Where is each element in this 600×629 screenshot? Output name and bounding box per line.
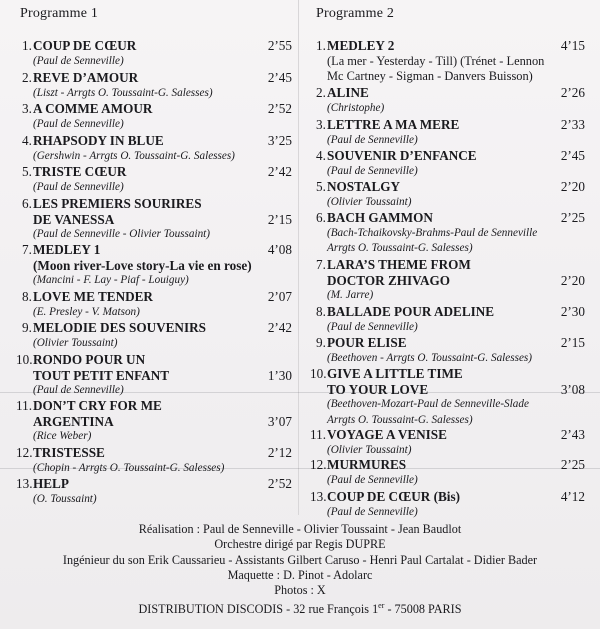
- track-duration: 4’12: [560, 489, 585, 504]
- track-composer-credit: (Rice Weber): [33, 430, 92, 442]
- track-composer-credit: (Paul de Senneville): [327, 473, 418, 486]
- track-6: [16, 196, 292, 243]
- track-composer-credit: (Paul de Senneville): [327, 164, 418, 177]
- track-composer-credit: (Bach-Tchaikovsky-Brahms-Paul de Senneville Arrgts O. Toussaint-G. Salesses): [327, 226, 538, 254]
- track-duration: 2’12: [267, 445, 292, 460]
- track-composer-credit: (O. Toussaint): [33, 492, 97, 505]
- track-number: 13.: [16, 476, 33, 491]
- credit-ingenieur: Ingénieur du son Erik Caussarieu - Assistants Gilbert Caruso - Henri Paul Cartalat - Didier Bader: [62, 552, 538, 567]
- track-duration: 2’25: [560, 210, 585, 225]
- track-7: [16, 242, 292, 289]
- track-number: 13.: [310, 489, 327, 504]
- track-title: LES PREMIERS SOURIRES DE VANESSA: [33, 196, 202, 227]
- track-5: [16, 164, 292, 195]
- track-number: 4.: [316, 148, 326, 163]
- track-3: [16, 101, 292, 132]
- track-duration: 2’25: [560, 457, 585, 472]
- track-duration: 2’30: [560, 304, 585, 319]
- credit-photos: Photos : X: [274, 583, 326, 598]
- track-duration: 2’20: [560, 179, 585, 194]
- track-composer-credit: (E. Presley - V. Matson): [33, 305, 140, 318]
- track-composer-credit: (Paul de Senneville): [33, 180, 124, 193]
- credit-orchestre: Orchestre dirigé par Regis DUPRE: [214, 537, 386, 552]
- track-13: [16, 476, 292, 507]
- track-composer-credit: (Beethoven - Arrgts O. Toussaint-G. Salesses): [327, 351, 532, 364]
- track-title: LETTRE A MA MERE: [327, 117, 460, 132]
- track-medley-contents: (Moon river-Love story-La vie en rose): [33, 257, 252, 273]
- track-title: ALINE: [327, 85, 369, 100]
- track-duration: 3’25: [267, 133, 292, 148]
- production-credits: [0, 522, 600, 618]
- track-10: [16, 352, 292, 399]
- track-title: TRISTE CŒUR: [33, 164, 127, 179]
- track-3: [310, 117, 585, 148]
- track-number: 2.: [22, 70, 32, 85]
- track-title: COUP DE CŒUR: [33, 38, 137, 53]
- track-title: MURMURES: [327, 457, 407, 472]
- track-duration: 2’20: [560, 272, 585, 288]
- track-composer-credit: (Liszt - Arrgts O. Toussaint-G. Salesses): [33, 86, 213, 99]
- track-composer-credit: (Paul de Senneville): [33, 117, 124, 130]
- track-number: 10.: [16, 352, 33, 367]
- credit-maquette: Maquette : D. Pinot - Adolarc: [227, 567, 373, 582]
- track-duration: 2’45: [560, 148, 585, 163]
- track-title: A COMME AMOUR: [33, 101, 153, 116]
- track-title: REVE D’AMOUR: [33, 70, 139, 85]
- track-duration: 2’52: [267, 476, 292, 491]
- track-8: [16, 289, 292, 320]
- track-composer-credit: (Paul de Senneville): [33, 384, 124, 396]
- track-duration: 3’08: [560, 381, 585, 397]
- track-composer-credit: (Beethoven-Mozart-Paul de Senneville-Slade Arrgts O. Toussaint-G. Salesses): [327, 398, 529, 426]
- track-title: RHAPSODY IN BLUE: [33, 133, 164, 148]
- track-8: [310, 304, 585, 335]
- track-11: [16, 398, 292, 445]
- track-composer-credit: (Olivier Toussaint): [33, 336, 118, 349]
- track-11: [310, 427, 585, 458]
- track-title: VOYAGE A VENISE: [327, 427, 447, 442]
- track-number: 4.: [22, 133, 32, 148]
- track-2: [16, 70, 292, 101]
- track-9: [310, 335, 585, 366]
- track-duration: 1’30: [267, 367, 292, 383]
- track-duration: 2’52: [267, 101, 292, 116]
- track-title: COUP DE CŒUR (Bis): [327, 489, 460, 504]
- track-duration: 2’45: [267, 70, 292, 85]
- track-number: 1.: [316, 38, 326, 53]
- track-number: 6.: [22, 196, 32, 211]
- track-duration: 2’33: [560, 117, 585, 132]
- track-duration: 4’08: [267, 242, 292, 257]
- track-title: LARA’S THEME FROM DOCTOR ZHIVAGO: [327, 257, 471, 288]
- track-duration: 2’43: [560, 427, 585, 442]
- track-title: SOUVENIR D’ENFANCE: [327, 148, 477, 163]
- track-duration: 2’26: [560, 85, 585, 100]
- track-title: MEDLEY 2: [327, 38, 395, 53]
- program-2-heading: Programme 2: [316, 6, 395, 21]
- track-10: [310, 366, 585, 428]
- track-number: 7.: [22, 242, 32, 257]
- track-composer-credit: (Paul de Senneville): [33, 54, 124, 67]
- track-composer-credit: (Paul de Senneville - Olivier Toussaint): [33, 228, 210, 240]
- track-4: [16, 133, 292, 164]
- credit-realisation: Réalisation : Paul de Senneville - Olivier Toussaint - Jean Baudlot: [138, 522, 462, 536]
- track-title: MEDLEY 1: [33, 242, 101, 257]
- track-title: GIVE A LITTLE TIME TO YOUR LOVE: [327, 366, 463, 397]
- track-composer-credit: (M. Jarre): [327, 289, 374, 301]
- track-number: 8.: [22, 289, 32, 304]
- track-composer-credit: (Paul de Senneville): [327, 320, 418, 333]
- track-title: POUR ELISE: [327, 335, 407, 350]
- track-number: 11.: [16, 398, 32, 413]
- track-title: MELODIE DES SOUVENIRS: [33, 320, 206, 335]
- track-6: [310, 210, 585, 257]
- track-number: 5.: [316, 179, 326, 194]
- track-medley-contents: (La mer - Yesterday - Till) (Trénet - Lennon Mc Cartney - Sigman - Danvers Buisson): [327, 53, 545, 83]
- track-12: [16, 445, 292, 476]
- track-number: 7.: [316, 257, 326, 272]
- track-number: 9.: [316, 335, 326, 350]
- credit-distribution: DISTRIBUTION DISCODIS - 32 rue François 1er - 75008 PARIS: [138, 601, 462, 617]
- track-title: NOSTALGY: [327, 179, 401, 194]
- track-number: 12.: [310, 457, 327, 472]
- track-number: 8.: [316, 304, 326, 319]
- track-number: 1.: [22, 38, 32, 53]
- track-number: 11.: [310, 427, 326, 442]
- track-composer-credit: (Chopin - Arrgts O. Toussaint-G. Salesses): [33, 461, 225, 474]
- track-title: DON’T CRY FOR ME ARGENTINA: [33, 398, 162, 429]
- track-4: [310, 148, 585, 179]
- track-composer-credit: (Mancini - F. Lay - Piaf - Louiguy): [33, 274, 189, 286]
- track-composer-credit: (Christophe): [327, 101, 385, 114]
- track-duration: 2’15: [560, 335, 585, 350]
- track-number: 2.: [316, 85, 326, 100]
- track-7: [310, 257, 585, 304]
- track-title: HELP: [33, 476, 69, 491]
- track-1: [16, 38, 292, 69]
- track-duration: 2’07: [267, 289, 292, 304]
- track-title: BACH GAMMON: [327, 210, 433, 225]
- track-composer-credit: (Paul de Senneville): [327, 505, 418, 518]
- track-title: LOVE ME TENDER: [33, 289, 153, 304]
- track-composer-credit: (Paul de Senneville): [327, 133, 418, 146]
- track-number: 3.: [22, 101, 32, 116]
- track-duration: 4’15: [560, 38, 585, 53]
- track-number: 10.: [310, 366, 327, 381]
- track-title: BALLADE POUR ADELINE: [327, 304, 495, 319]
- track-title: TRISTESSE: [33, 445, 105, 460]
- track-number: 12.: [16, 445, 33, 460]
- track-2: [310, 85, 585, 116]
- track-duration: 3’07: [267, 413, 292, 429]
- track-duration: 2’55: [267, 38, 292, 53]
- track-composer-credit: (Gershwin - Arrgts O. Toussaint-G. Salesses): [33, 149, 235, 162]
- track-duration: 2’42: [267, 320, 292, 335]
- column-divider: [298, 0, 299, 515]
- track-duration: 2’15: [267, 211, 292, 227]
- track-composer-credit: (Olivier Toussaint): [327, 443, 412, 456]
- track-composer-credit: (Olivier Toussaint): [327, 195, 412, 208]
- program-1-heading: Programme 1: [20, 6, 99, 21]
- track-1: [310, 38, 585, 85]
- track-number: 5.: [22, 164, 32, 179]
- track-5: [310, 179, 585, 210]
- track-9: [16, 320, 292, 351]
- track-12: [310, 457, 585, 488]
- track-duration: 2’42: [267, 164, 292, 179]
- track-title: RONDO POUR UN TOUT PETIT ENFANT: [33, 352, 170, 383]
- track-number: 6.: [316, 210, 326, 225]
- track-number: 9.: [22, 320, 32, 335]
- track-13: [310, 489, 585, 520]
- track-number: 3.: [316, 117, 326, 132]
